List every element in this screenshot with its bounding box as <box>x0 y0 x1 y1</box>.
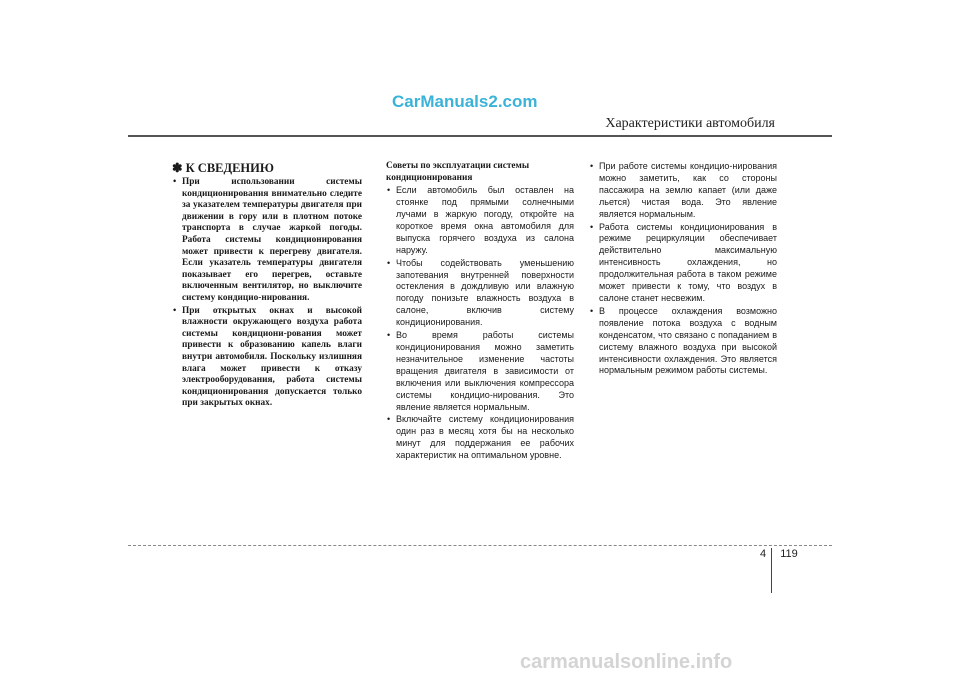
note-item: • При использовании системы кондиционирования внимательно следите за указателем температуры двигателя при движении в гору или в плотном потоке транспорта в случае жаркой погоды. Работа системы кондиционирования может привести к перегреву двигателя. Если указатель температуры двигателя показывает его перегрев, оставьте включенным вентилятор, но выключите систему кондицио-нирования. <box>172 177 362 305</box>
tips-item: • В процессе охлаждения возможно появление потока воздуха с водным конденсатом, что связано с попаданием в систему влажного воздуха при высокой интенсивности охлаждения. Это является нормальным режимом работы системы. <box>589 306 777 377</box>
watermark-carmanualsonline: carmanualsonline.info <box>520 651 733 673</box>
footer-rule <box>128 545 832 546</box>
tips-item: • Если автомобиль был оставлен на стоянке под прямыми солнечными лучами в жаркую погоду, откройте на короткое время окна автомобиля для выпуска горячего воздуха из салона наружу. <box>386 185 574 256</box>
tips-title: Советы по эксплуатации системы кондиционирования <box>386 161 530 183</box>
page-number <box>760 548 798 560</box>
note-item: • При открытых окнах и высокой влажности окружающего воздуха работа системы кондициони-рования может привести к образованию капель влаги внутри автомобиля. Поскольку излишняя влага может привести к отказу электрооборудования, работа системы кондиционирования допускается только при закрытых окнах. <box>172 306 362 410</box>
tips-list-continued <box>589 161 777 377</box>
tips-item: • Работа системы кондиционирования в режиме рециркуляции обеспечивает действительно максимальную интенсивность охлаждения, но продолжительная работа в таком режиме может привести к тому, что воздух в салоне станет несвежим. <box>589 222 777 305</box>
chapter-number: 4 <box>760 548 767 560</box>
column-tips <box>386 161 574 463</box>
note-list <box>172 177 362 410</box>
tips-item: • Во время работы системы кондиционирования можно заметить незначительное изменение частоты вращения двигателя в зависимости от включения или выключения компрессора системы кондицио-нирования. Это явление является нормальным. <box>386 330 574 413</box>
tips-item: • Включайте систему кондиционирования один раз в месяц хотя бы на несколько минут для поддержания ее рабочих характеристик на оптимальном уровне. <box>386 414 574 462</box>
tips-item: • Чтобы содействовать уменьшению запотевания внутренней поверхности остекления в дождливую или влажную погоду понизьте влажность воздуха в салоне, включив систему кондиционирования. <box>386 258 574 329</box>
page-number-divider <box>771 548 772 593</box>
watermark-carmanuals2: CarManuals2.com <box>392 92 538 111</box>
column-note <box>172 161 362 411</box>
note-title: ✽ К СВЕДЕНИЮ <box>172 161 274 175</box>
page-number-value: 119 <box>780 548 798 560</box>
tips-list <box>386 185 574 462</box>
column-tips-continued <box>589 161 777 378</box>
tips-item: • При работе системы кондицио-нирования можно заметить, как со стороны пассажира на землю капает (или даже льется) чистая вода. Это явление является нормальным. <box>589 161 777 221</box>
page-header-title: Характеристики автомобиля <box>605 116 775 131</box>
header-rule <box>128 135 832 137</box>
